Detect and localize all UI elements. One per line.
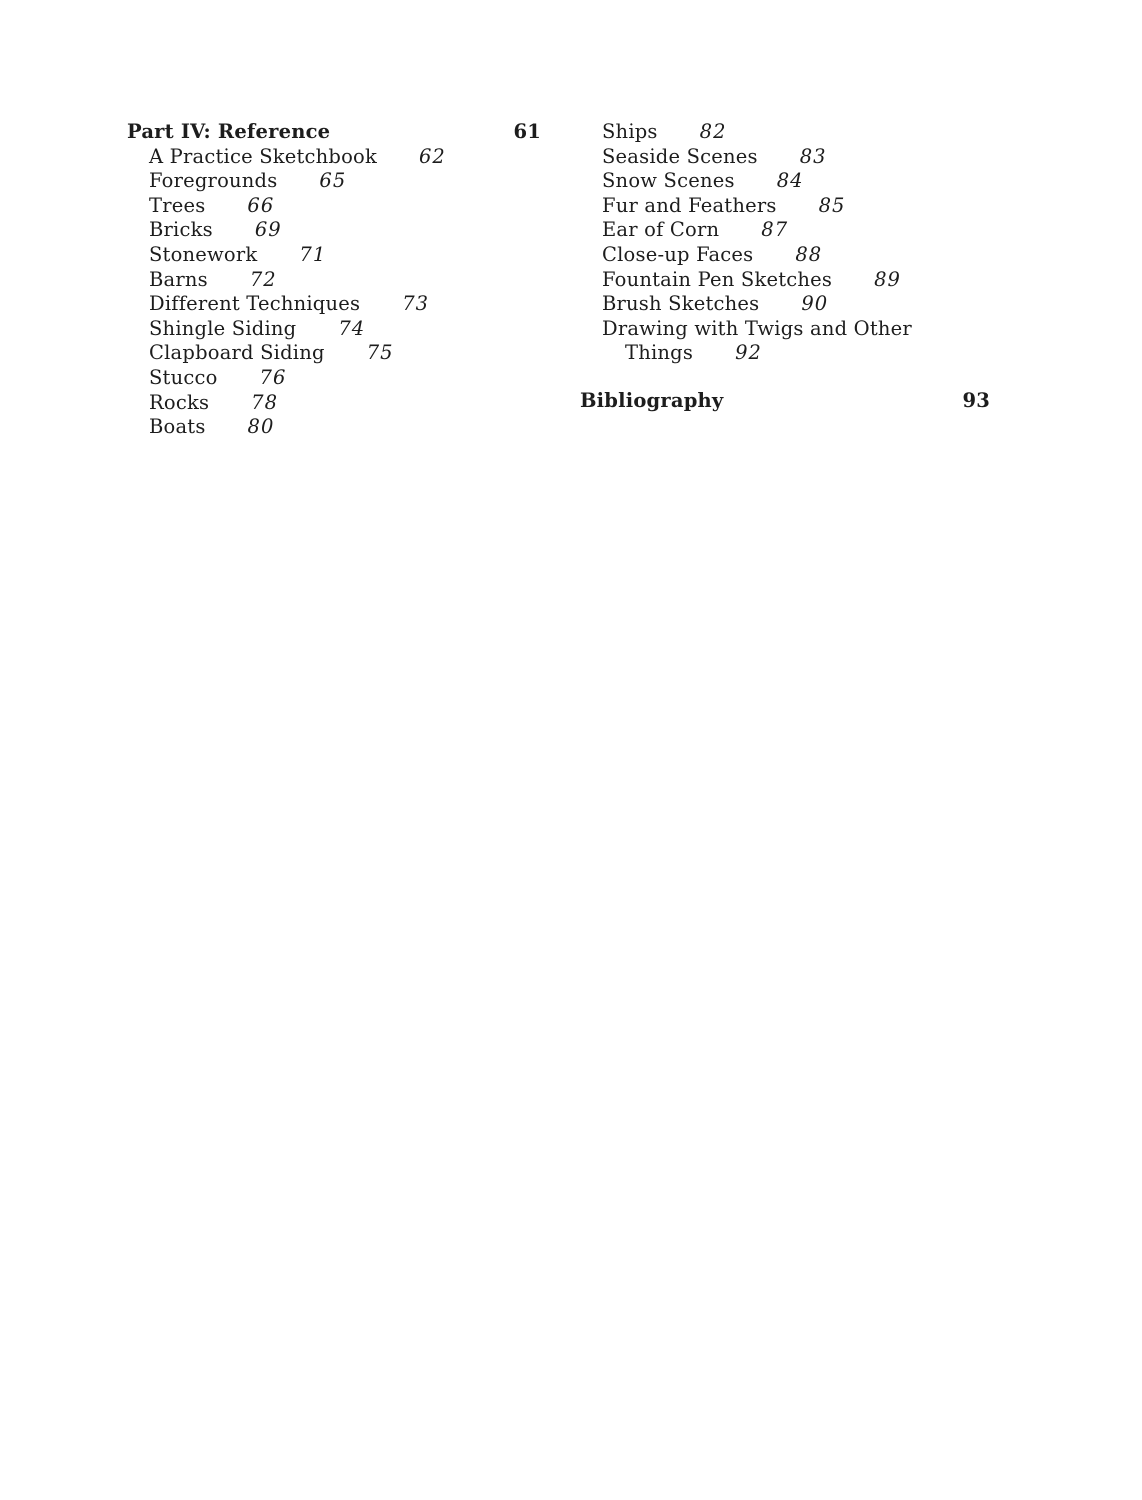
toc-bibliography-header [580, 389, 990, 414]
toc-entry-title: Things [625, 341, 694, 365]
toc-entry [127, 194, 541, 219]
toc-entry [580, 317, 990, 342]
toc-entry-title: Snow Scenes [602, 169, 735, 193]
toc-entry-page-number: 82 [699, 120, 727, 143]
toc-entry-title: Foregrounds [149, 169, 278, 193]
toc-entry [127, 169, 541, 194]
toc-entry-page-number: 87 [761, 218, 789, 242]
toc-entry-title: Clapboard Siding [149, 341, 325, 365]
toc-entry-page-number: 72 [249, 267, 277, 291]
toc-entry [127, 317, 541, 342]
toc-entry [127, 391, 541, 416]
part-header-page-number: 61 [513, 120, 541, 143]
toc-entry-title: Fur and Feathers [602, 193, 777, 217]
toc-entry [127, 366, 541, 391]
toc-entry-page-number: 90 [801, 292, 829, 316]
toc-entry-title: Bricks [149, 218, 213, 242]
toc-entry-title: Drawing with Twigs and Other [602, 316, 912, 340]
toc-entry-page-number: 75 [366, 341, 394, 365]
toc-entry-page-number: 74 [338, 316, 366, 340]
toc-entry-page-number: 92 [735, 341, 762, 365]
toc-entry-page-number: 80 [247, 415, 275, 439]
toc-entry-title: Rocks [149, 390, 210, 414]
part-header-label: Part IV: Reference [127, 120, 331, 143]
toc-entry [127, 415, 541, 440]
toc-entry-page-number: 88 [795, 242, 823, 266]
toc-entry-title: Ships [602, 120, 658, 143]
toc-entry-title: Boats [149, 415, 206, 439]
toc-entry [580, 268, 990, 293]
toc-entry [127, 145, 541, 170]
toc-entry [580, 218, 990, 243]
toc-entry-title: Stonework [149, 242, 258, 266]
toc-entry-page-number: 76 [259, 365, 287, 389]
toc-entry-title: Fountain Pen Sketches [602, 267, 833, 291]
toc-entry [580, 194, 990, 219]
toc-entry-page-number: 73 [402, 292, 430, 316]
toc-entry [580, 120, 990, 145]
toc-entry [580, 292, 990, 317]
toc-entry [580, 145, 990, 170]
toc-left-column [127, 120, 541, 440]
toc-entry-page-number: 71 [299, 242, 327, 266]
toc-right-column [580, 120, 990, 414]
toc-entry-page-number: 66 [247, 193, 275, 217]
toc-entry-title: Shingle Siding [149, 316, 297, 340]
toc-entry-title: Stucco [149, 365, 218, 389]
toc-entry [127, 243, 541, 268]
toc-entry-page-number: 89 [874, 267, 901, 291]
toc-entry [127, 292, 541, 317]
toc-entry [127, 341, 541, 366]
toc-entry-page-number: 69 [254, 218, 282, 242]
toc-entry-title: Trees [149, 193, 206, 217]
bibliography-page-number: 93 [962, 388, 990, 412]
toc-entry-page-number: 78 [251, 390, 278, 414]
toc-entry-title: Barns [149, 267, 208, 291]
toc-entry-page-number: 85 [818, 193, 846, 217]
toc-entry-page-number: 62 [419, 144, 446, 168]
toc-entry-title: Close-up Faces [602, 242, 754, 266]
toc-entry-page-number: 65 [319, 169, 347, 193]
toc-entry-title: Brush Sketches [602, 292, 760, 316]
toc-entry-title: Ear of Corn [602, 218, 720, 242]
toc-entry-title: Different Techniques [149, 292, 361, 316]
toc-entry [127, 268, 541, 293]
toc-entry [580, 243, 990, 268]
toc-entry-wrapped-line [580, 341, 990, 366]
toc-entry [127, 218, 541, 243]
toc-entry-page-number: 84 [776, 169, 804, 193]
bibliography-label: Bibliography [580, 388, 724, 412]
toc-part-header [127, 120, 541, 145]
toc-entry-title: Seaside Scenes [602, 144, 758, 168]
toc-entry-title: A Practice Sketchbook [149, 144, 378, 168]
toc-entry [580, 169, 990, 194]
toc-entry-page-number: 83 [799, 144, 827, 168]
